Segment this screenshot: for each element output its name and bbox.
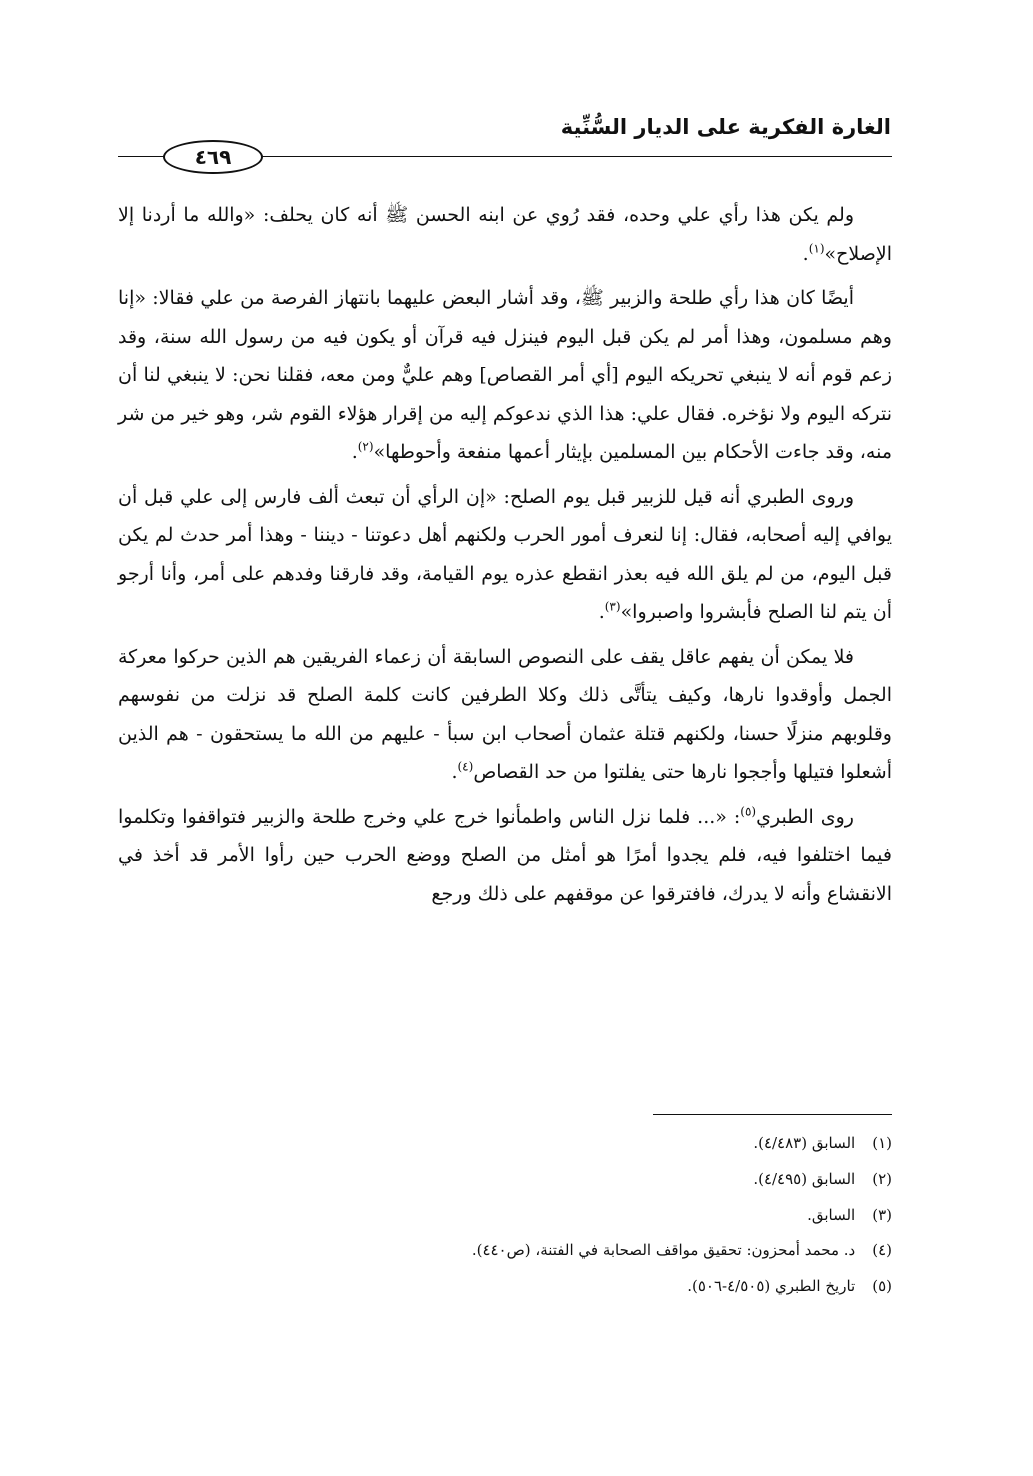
footnote-text: السابق (٤/٤٨٣). bbox=[753, 1134, 856, 1152]
paragraph-tail: . bbox=[451, 761, 458, 783]
footnote-number: (٤) bbox=[872, 1241, 892, 1260]
paragraph bbox=[118, 478, 892, 632]
footnote bbox=[192, 1126, 892, 1162]
page-number-badge: ٤٦٩ bbox=[163, 140, 263, 174]
paragraph-text: ولم يكن هذا رأي علي وحده، فقد رُوي عن ابنه الحسن ﷺ أنه كان يحلف: «والله ما أردنا إلا الإصلاح» bbox=[118, 204, 892, 265]
footnote-ref: (٤) bbox=[457, 759, 474, 774]
paragraph bbox=[118, 196, 892, 273]
paragraph-tail: . bbox=[598, 601, 605, 623]
footnotes bbox=[192, 1126, 892, 1305]
paragraph-tail: : «... فلما نزل الناس واطمأنوا خرج علي وخرج طلحة والزبير فتواقفوا وتكلموا فيما اختلفوا فيه، فلم يجدوا أمرًا هو أمثل من الصلح ووضع الحرب حين رأوا الأمر قد أخذ في الانقشاع وأنه لا يدرك، فافترقوا عن موقفهم على ذلك ورجع bbox=[118, 805, 892, 905]
footnote-number: (١) bbox=[872, 1134, 892, 1152]
paragraph-tail: . bbox=[802, 242, 809, 265]
paragraph-text: روى الطبري bbox=[756, 805, 854, 828]
paragraph bbox=[118, 798, 892, 914]
paragraph bbox=[118, 279, 892, 472]
paragraph-text: أيضًا كان هذا رأي طلحة والزبير ﷺ، وقد أشار البعض عليهما بانتهاز الفرصة من علي فقالا: «إنا وهم مسلمون، وهذا أمر لم يكن قبل اليوم فينزل فيه قرآن أو يكون فيه من رسول الله سنة، وقد زعم قوم أنه لا ينبغي تحريكه اليوم [أي أمر القصاص] وهم عليٌّ ومن معه، فقلنا نحن: لا ينبغي لنا أن نتركه اليوم ولا نؤخره. فقال علي: هذا الذي ندعوكم إليه من إقرار هؤلاء القوم شر، وهو خير من شر منه، وقد جاءت الأحكام بين المسلمين بإيثار أعمها منفعة وأحوطها» bbox=[118, 287, 892, 463]
footnote-text: تاريخ الطبري (٤/٥٠٥-٥٠٦). bbox=[687, 1277, 856, 1296]
body-text bbox=[118, 196, 892, 919]
running-title: الغارة الفكرية على الديار السُّنِّية bbox=[560, 115, 891, 139]
footnote bbox=[192, 1233, 892, 1269]
footnote-ref: (٢) bbox=[357, 439, 374, 454]
footnote-ref: (٣) bbox=[604, 599, 621, 614]
footnote-number: (٥) bbox=[872, 1277, 892, 1296]
footnote-ref: (١) bbox=[808, 241, 825, 256]
footnote-ref: (٥) bbox=[740, 804, 757, 819]
footnote-text: السابق. bbox=[807, 1205, 856, 1224]
footnote-text: د. محمد أمحزون: تحقيق مواقف الصحابة في الفتنة، (ص٤٤٠). bbox=[471, 1241, 856, 1260]
footnote-number: (٣) bbox=[872, 1205, 892, 1224]
footnote bbox=[192, 1269, 892, 1305]
footnote-rule bbox=[653, 1114, 892, 1115]
paragraph-text: وروى الطبري أنه قيل للزبير قبل يوم الصلح: «إن الرأي أن تبعث ألف فارس إلى علي قبل أن يوافي إليه أصحابه، فقال: إنا لنعرف أمور الحرب ولكنهم أهل دعوتنا - ديننا - وهذا أمر حدث لم يكن قبل اليوم، من لم يلق الله فيه بعذر انقطع عذره يوم القيامة، وقد فارقنا وفدهم على أمر، وأنا أرجو أن يتم لنا الصلح فأبشروا واصبروا» bbox=[118, 485, 892, 623]
paragraph-tail: . bbox=[351, 441, 358, 463]
footnote bbox=[192, 1162, 892, 1198]
footnote-text: السابق (٤/٤٩٥). bbox=[753, 1169, 856, 1188]
footnote-number: (٢) bbox=[872, 1169, 892, 1188]
paragraph-text: فلا يمكن أن يفهم عاقل يقف على النصوص السابقة أن زعماء الفريقين هم الذين حركوا معركة الجمل وأوقدوا نارها، وكيف يتأتَّى ذلك وكلا الطرفين كانت كلمة الصلح قد نزلت من نفوسهم وقلوبهم منزلًا حسنا، ولكنهم قتلة عثمان أصحاب ابن سبأ - عليهم من الله ما يستحقون - هم الذين أشعلوا فتيلها وأججوا نارها حتى يفلتوا من حد القصاص bbox=[118, 645, 892, 783]
footnote bbox=[192, 1198, 892, 1234]
paragraph bbox=[118, 638, 892, 792]
